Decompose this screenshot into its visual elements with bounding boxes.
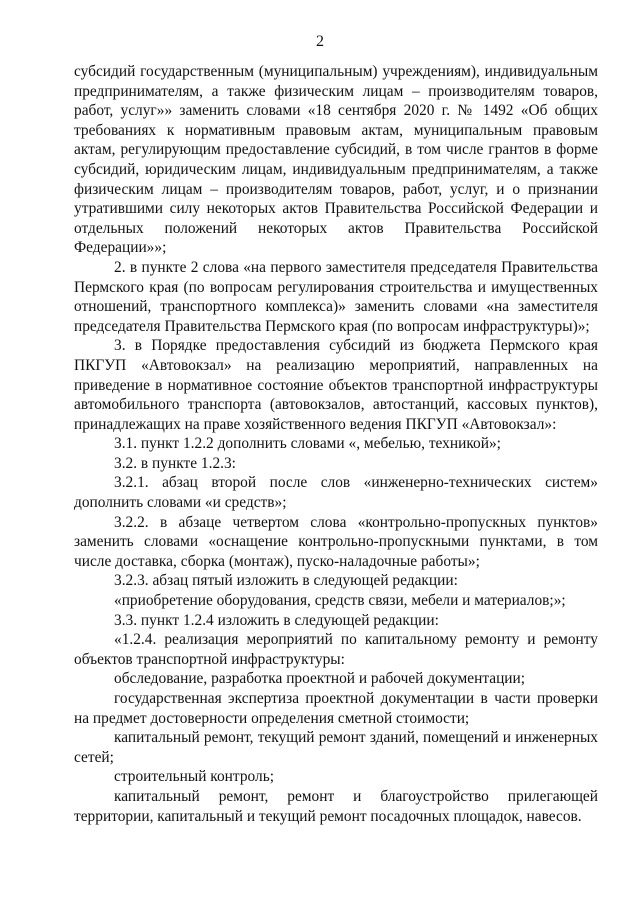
paragraph: 3.2. в пункте 1.2.3: [114, 454, 236, 472]
document-body [74, 62, 598, 826]
paragraph: 3.2.3. абзац пятый изложить в следующей редакции: [114, 572, 458, 590]
paragraph: 2. в пункте 2 слова «на первого заместителя председателя Правительства Пермского края (по вопросам регулирования строительства и имущественных отношений, транспортного комплекса)» заменить словами «на заместителя председателя Правительства Пермского края (по вопросам инфраструктуры)»; [74, 258, 598, 335]
paragraph: 3.2.1. абзац второй после слов «инженерно-технических систем» дополнить словами «и средств»; [74, 474, 598, 512]
paragraph: 3.3. пункт 1.2.4 изложить в следующей редакции: [114, 611, 439, 629]
paragraph: 3.2.2. в абзаце четвертом слова «контрольно-пропускных пунктов» заменить словами «оснащение контрольно-пропускными пунктами, в том числе доставка, сборка (монтаж), пуско-наладочные работы»; [74, 513, 598, 570]
paragraph: капитальный ремонт, текущий ремонт зданий, помещений и инженерных сетей; [74, 729, 598, 766]
paragraph: обследование, разработка проектной и рабочей документации; [114, 670, 526, 688]
paragraph: 3. в Порядке предоставления субсидий из бюджета Пермского края ПКГУП «Автовокзал» на реализацию мероприятий, направленных на приведение в нормативное состояние объектов транспортной инфраструктуры автомобильного транспорта (автовокзалов, автостанций, кассовых пунктов), принадлежащих на праве хозяйственного ведения ПКГУП «Автовокзал»: [74, 337, 598, 433]
paragraph: 3.1. пункт 1.2.2 дополнить словами «, мебелью, техникой»; [114, 435, 501, 453]
page-number: 2 [316, 33, 324, 50]
paragraph: капитальный ремонт, ремонт и благоустройство прилегающей территории, капитальный и текущий ремонт посадочных площадок, навесов. [74, 787, 598, 825]
paragraph: «1.2.4. реализация мероприятий по капитальному ремонту и ремонту объектов транспортной инфраструктуры: [74, 631, 598, 668]
paragraph: «приобретение оборудования, средств связи, мебели и материалов;»; [114, 592, 566, 610]
paragraph: строительный контроль; [114, 768, 274, 786]
paragraph: государственная экспертиза проектной документации в части проверки на предмет достоверности определения сметной стоимости; [74, 690, 598, 727]
paragraph: субсидий государственным (муниципальным) учреждениям), индивидуальным предпринимателям, а также физическим лицам – производителям товаров, работ, услуг»» заменить словами «18 сентября 2020 г. № 1492 «Об общих требованиях к нормативным правовым актам, муниципальным правовым актам, регулирующим предоставление субсидий, в том числе грантов в форме субсидий, юридическим лицам, индивидуальным предпринимателям, а также физическим лицам – производителям товаров, работ, услуг, и о признании утратившими силу некоторых актов Правительства Российской Федерации и отдельных положений некоторых актов Правительства Российской Федерации»»; [74, 63, 598, 257]
